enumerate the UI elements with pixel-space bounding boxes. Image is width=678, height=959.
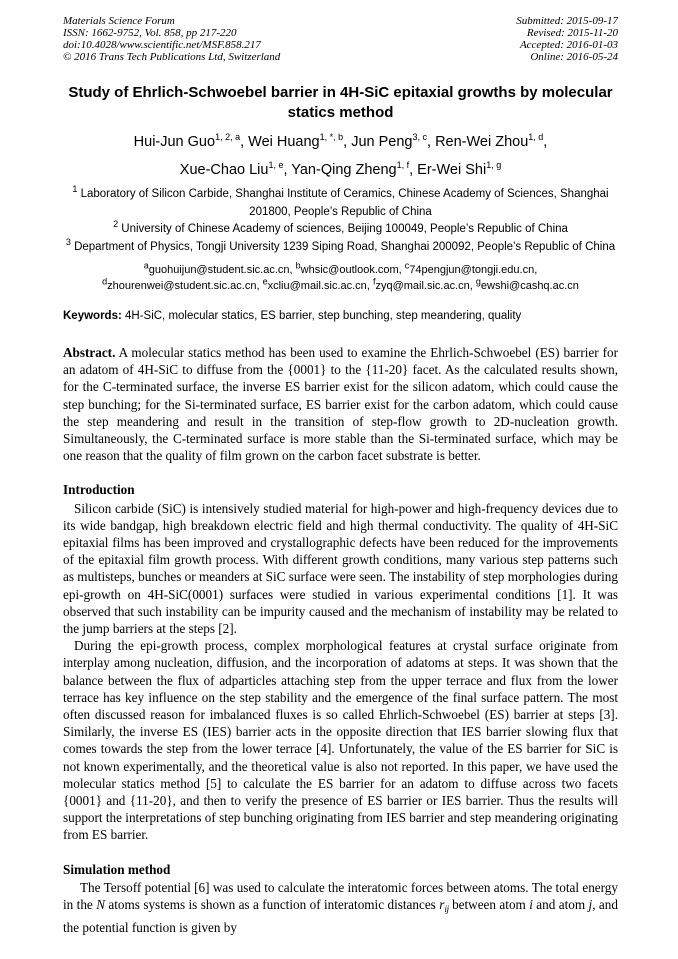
author-affil-marker: 1, *, b (319, 132, 344, 143)
author-line-1 (63, 128, 618, 156)
keywords-text: 4H-SiC, molecular statics, ES barrier, step bunching, step meandering, quality (121, 310, 522, 322)
affiliation-1: $^1$ Laboratory of Silicon Carbide, Shanghai Institute of Ceramics, Chinese Academy of Sciences, Shanghai 201800, People’s Republic of China (72, 184, 609, 218)
submitted-date: Submitted: 2015-09-17 (516, 15, 618, 27)
journal-issn-volume: ISSN: 1662-9752, Vol. 858, pp 217-220 (63, 27, 237, 39)
var-j: j (588, 897, 593, 913)
submission-dates-block (516, 15, 618, 63)
revised-date: Revised: 2015-11-20 (526, 27, 618, 39)
email-address: $^e$xcliu@mail.sic.ac.cn, (262, 275, 373, 292)
email-list (63, 260, 618, 294)
email-address: $^f$zyq@mail.sic.ac.cn, (372, 275, 476, 292)
author: Wei Huang$^{1, *, b}$, (248, 132, 352, 150)
author-affil-marker: 1, e (268, 160, 284, 171)
affiliation-3: $^3$ Department of Physics, Tongji University 1239 Siping Road, Shanghai 200092, People’s Republic of China (65, 236, 616, 253)
author-affil-marker: 1, f (396, 160, 410, 171)
var-i: i (529, 897, 533, 913)
email-line-2 (63, 275, 618, 295)
author: Yan-Qing Zheng$^{1, f}$, (291, 160, 418, 178)
email-address: $^g$ewshi@cashq.ac.cn (475, 275, 579, 292)
affiliation-list (63, 186, 618, 256)
var-r: r (439, 897, 445, 913)
introduction-paragraph-2: During the epi-growth process, complex morphological features at crystal surface originate from interplay among nucleation, diffusion, and the incorporation of adatoms at steps. It was shown that the balance between the flux of adparticles attaching step from the upper terrace and flux from the lower terrace has key influence on the step stability and the emergence of the final surface pattern. The most often discussed reason for imbalanced fluxes is so called Ehrlich-Schwoebel (ES) barrier at steps [3]. Similarly, the inverse ES (IES) barrier acts in the opposite direction that IES barrier slowing flux that comes towards the step from the lower terrace [4]. Unfortunately, the value of the ES barrier for SiC is not known experimentally, and the theoretical value is also not reported. In this paper, we have used the molecular statics method [5] to calculate the ES barrier for an adatom to diffuse across two facets {0001} and {11-20}, and then to verify the presence of ES barrier or IES barrier. Thus the results will support the interpretations of step bunching originating from IES barrier and step meandering originating from ES barrier. (63, 638, 618, 843)
simulation-method-paragraph: The Tersoff potential [6] was used to calculate the interatomic forces between atoms. The total energy in the N atoms systems is shown as a function of interatomic distances $r_{ij}$ between atom i and atom j, and the potential function is given by (63, 879, 618, 936)
author-list (63, 128, 618, 184)
section-heading-simulation-method: Simulation method (63, 861, 171, 877)
journal-copyright: © 2016 Trans Tech Publications Ltd, Switzerland (63, 51, 281, 63)
var-r-subscript-ij: ij (444, 905, 449, 916)
affiliation-marker: 2 (113, 219, 119, 230)
accepted-date: Accepted: 2016-01-03 (519, 39, 618, 51)
author-affil-marker: 3, c (412, 132, 427, 143)
online-date: Online: 2016-05-24 (530, 51, 618, 63)
email-address: $^c$74pengjun@tongji.edu.cn, (404, 260, 538, 276)
author-line-2 (63, 156, 618, 184)
author: Xue-Chao Liu$^{1, e}$, (179, 160, 292, 178)
var-N: N (96, 897, 105, 913)
abstract-text: A molecular statics method has been used to examine the Ehrlich-Schwoebel (ES) barrier for an adatom of 4H-SiC to diffuse from the {0001} to the {11-20} facet. As the calculated results shown, for the C-terminated surface, the inverse ES barrier exist for the silicon adatom, which could cause the step bunching; for the Si-terminated surface, ES barrier exist for the carbon adatom, which could cause the step meandering and result in the transition of step-flow growth to 2D-nucleation growth. Simultaneously, the C-terminated surface is more stable than the Si-terminated surface, which may be one reason that the quality of film grown on the carbon facet substrate is better. (63, 345, 618, 464)
section-heading-introduction: Introduction (63, 482, 135, 498)
affiliation-2: $^2$ University of Chinese Academy of sciences, Beijing 100049, People’s Republic of China (113, 219, 568, 235)
journal-info-block (63, 15, 280, 63)
author: Hui-Jun Guo$^{1, 2, a}$, (133, 132, 249, 150)
introduction-paragraph-1: Silicon carbide (SiC) is intensively studied material for high-power and high-frequency devices due to its wide bandgap, high breakdown electric field and high thermal conductivity. The quality of 4H-SiC epitaxial films has been improved and crystallographic defects have been reduced for the improvements of the epitaxial film growth process. With different growth conditions, many various step patterns such as multisteps, bunches or meanders at SiC surface were seen. The instability of step morphologies during epi-growth on 4H-SiC(0001) surfaces were studied in various experimental conditions [1]. It was observed that such instability can be impurity caused and the mechanism of instability may be related to the jump barriers at the steps [2]. (63, 500, 618, 637)
author: Ren-Wei Zhou$^{1, d}$, (435, 132, 548, 150)
author-affil-marker: 1, 2, a (215, 132, 241, 143)
abstract-paragraph (63, 344, 618, 464)
author: Er-Wei Shi$^{1, g}$ (417, 160, 502, 178)
affiliation-marker: 1 (72, 184, 78, 195)
email-address: $^d$zhourenwei@student.sic.ac.cn, (102, 275, 263, 292)
author: Jun Peng$^{3, c}$, (351, 132, 436, 150)
affiliation-marker: 3 (65, 236, 71, 247)
email-address: $^a$guohuijun@student.sic.ac.cn, (143, 260, 296, 276)
keywords-label: Keywords: (63, 310, 122, 322)
paper-title: Study of Ehrlich-Schwoebel barrier in 4H-SiC epitaxial growths by molecular statics method (68, 84, 613, 121)
email-line-1 (63, 260, 618, 279)
journal-doi: doi:10.4028/www.scientific.net/MSF.858.217 (63, 39, 261, 51)
journal-header (63, 15, 618, 63)
author-affil-marker: 1, d (528, 132, 544, 143)
abstract-label: Abstract. (63, 345, 116, 360)
journal-name: Materials Science Forum (63, 15, 175, 27)
keywords-line (63, 309, 618, 324)
email-address: $^b$whsic@outlook.com, (295, 260, 405, 276)
author-affil-marker: 1, g (486, 160, 502, 171)
